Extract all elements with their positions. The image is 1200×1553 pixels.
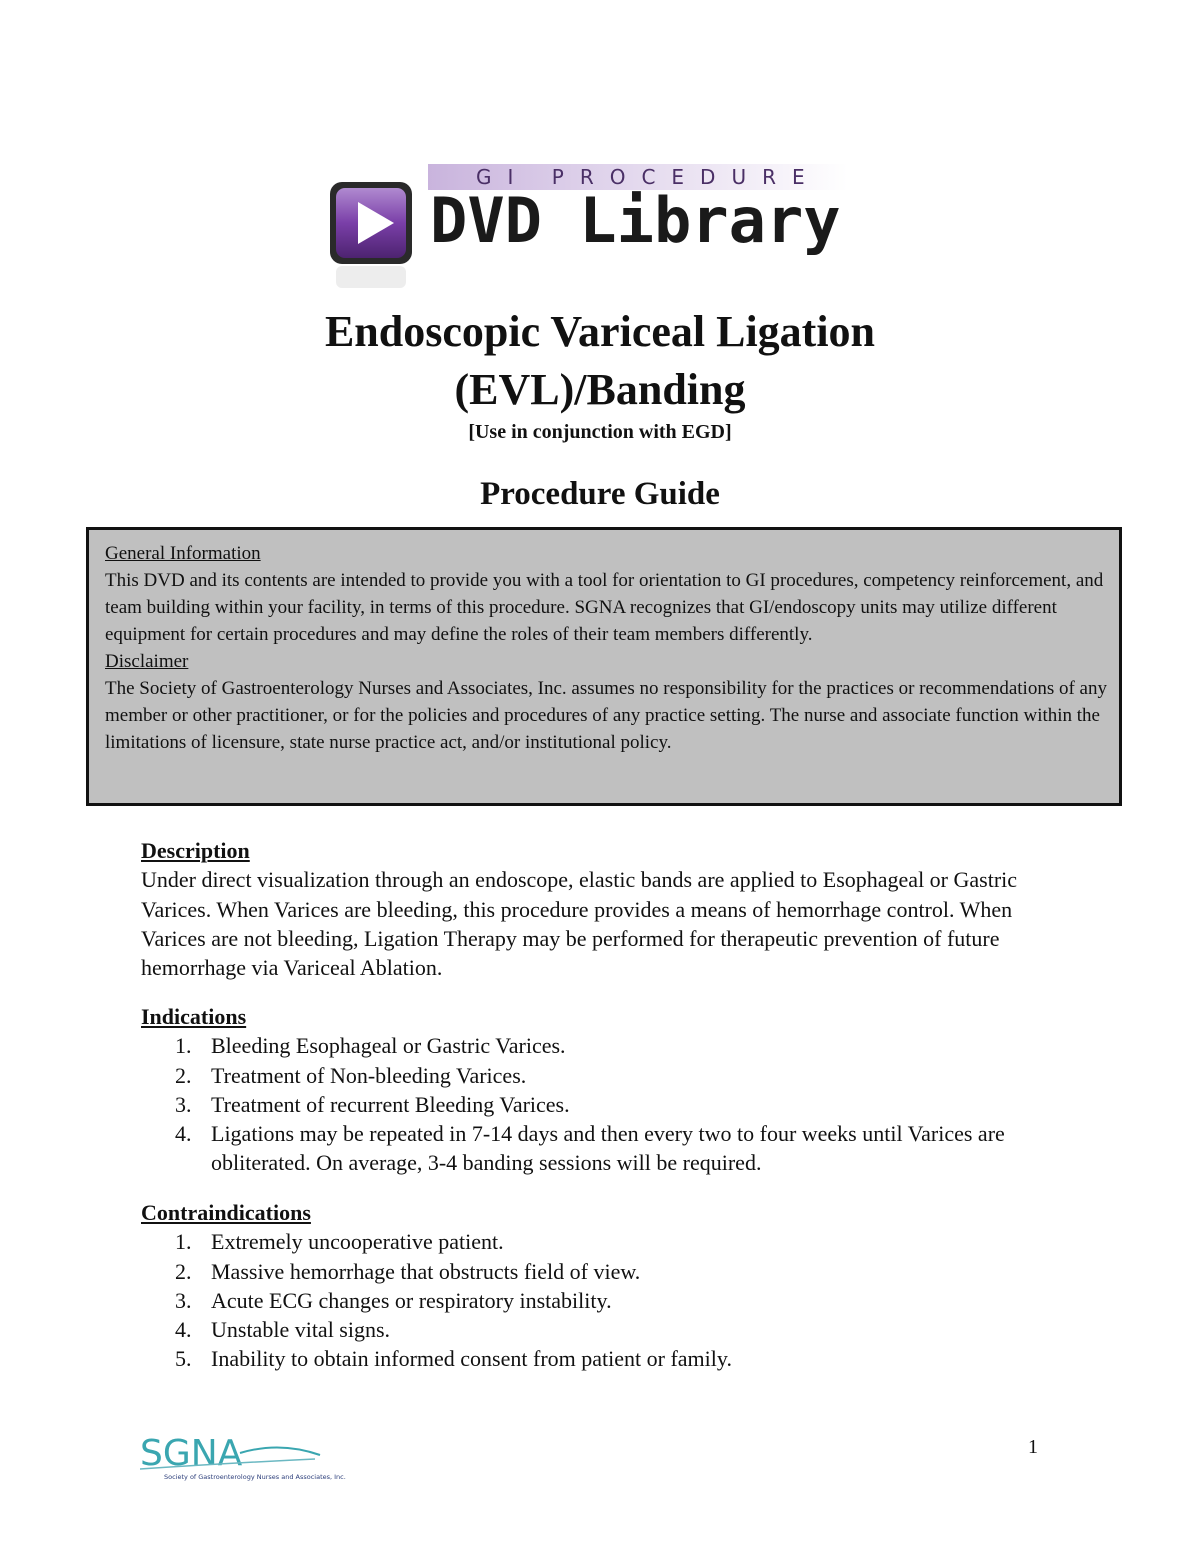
list-item-number: 1. xyxy=(175,1033,192,1059)
list-item-number: 5. xyxy=(175,1346,192,1372)
info-box xyxy=(86,527,1122,806)
title-line2: (EVL)/Banding xyxy=(454,365,746,414)
general-information-heading: General Information xyxy=(105,543,261,564)
sgna-logo-tagline: Society of Gastroenterology Nurses and Associates, Inc. xyxy=(164,1473,346,1481)
contraindications-heading: Contraindications xyxy=(141,1200,311,1225)
list-item-number: 3. xyxy=(175,1091,192,1117)
logo-line2: DVD Library xyxy=(430,184,841,257)
list-item xyxy=(141,1315,1061,1344)
list-item-text: Acute ECG changes or respiratory instability. xyxy=(211,1287,612,1313)
list-item xyxy=(141,1119,1061,1178)
list-item-number: 4. xyxy=(175,1317,192,1343)
dvd-library-logo xyxy=(328,160,868,300)
list-item-text: Ligations may be repeated in 7-14 days and then every two to four weeks until Varices are obliterated. On average, 3-4 banding sessions will be required. xyxy=(211,1121,1005,1176)
indications-section xyxy=(141,1002,1061,1178)
list-item-text: Inability to obtain informed consent from patient or family. xyxy=(211,1346,732,1372)
list-item-text: Massive hemorrhage that obstructs field of view. xyxy=(211,1258,641,1284)
logo-line1: GI PROCEDURE xyxy=(476,165,821,189)
title-note: [Use in conjunction with EGD] xyxy=(468,421,732,443)
disclaimer-text: The Society of Gastroenterology Nurses and Associates, Inc. assumes no responsibility for the practices or recommendations of any member or other practitioner, or for the policies and procedures of any practice setting. The nurse and associate function within the limitations of licensure, state nurse practice act, and/or institutional policy. xyxy=(105,678,1107,753)
list-item-text: Unstable vital signs. xyxy=(211,1317,391,1343)
disclaimer-heading: Disclaimer xyxy=(105,651,189,672)
list-item xyxy=(141,1286,1061,1315)
list-item-number: 2. xyxy=(175,1258,192,1284)
play-icon xyxy=(330,182,412,288)
list-item xyxy=(141,1031,1061,1060)
list-item xyxy=(141,1061,1061,1090)
list-item-text: Bleeding Esophageal or Gastric Varices. xyxy=(211,1033,566,1059)
contraindications-list xyxy=(141,1227,1061,1373)
sgna-logo xyxy=(140,1433,360,1485)
contraindications-section xyxy=(141,1198,1061,1374)
procedure-guide-subtitle: Procedure Guide xyxy=(480,476,720,512)
indications-heading: Indications xyxy=(141,1004,247,1029)
list-item-number: 2. xyxy=(175,1062,192,1088)
list-item-number: 1. xyxy=(175,1229,192,1255)
list-item-text: Extremely uncooperative patient. xyxy=(211,1229,504,1255)
list-item xyxy=(141,1090,1061,1119)
list-item-text: Treatment of recurrent Bleeding Varices. xyxy=(211,1091,570,1117)
list-item-text: Treatment of Non-bleeding Varices. xyxy=(211,1062,527,1088)
list-item xyxy=(141,1344,1061,1373)
title-line1: Endoscopic Variceal Ligation xyxy=(324,307,876,356)
list-item xyxy=(141,1227,1061,1256)
general-information-text: This DVD and its contents are intended to provide you with a tool for orientation to GI procedures, competency reinforcement, and team building within your facility, in terms of this procedure. SGNA recognizes that GI/endoscopy units may utilize different equipment for certain procedures and may define the roles of their team members differently. xyxy=(105,570,1104,645)
description-heading: Description xyxy=(141,838,250,863)
list-item-number: 4. xyxy=(175,1121,192,1147)
list-item xyxy=(141,1257,1061,1286)
description-section xyxy=(141,836,1061,982)
indications-list xyxy=(141,1031,1061,1177)
sgna-logo-text: SGNA xyxy=(140,1433,243,1474)
page-number: 1 xyxy=(1028,1436,1038,1458)
list-item-number: 3. xyxy=(175,1287,192,1313)
description-text: Under direct visualization through an endoscope, elastic bands are applied to Esophageal or Gastric Varices. When Varices are bleeding, this procedure provides a means of hemorrhage control. When Varices are not bleeding, Ligation Therapy may be performed for therapeutic prevention of future hemorrhage via Variceal Ablation. xyxy=(141,867,1018,981)
